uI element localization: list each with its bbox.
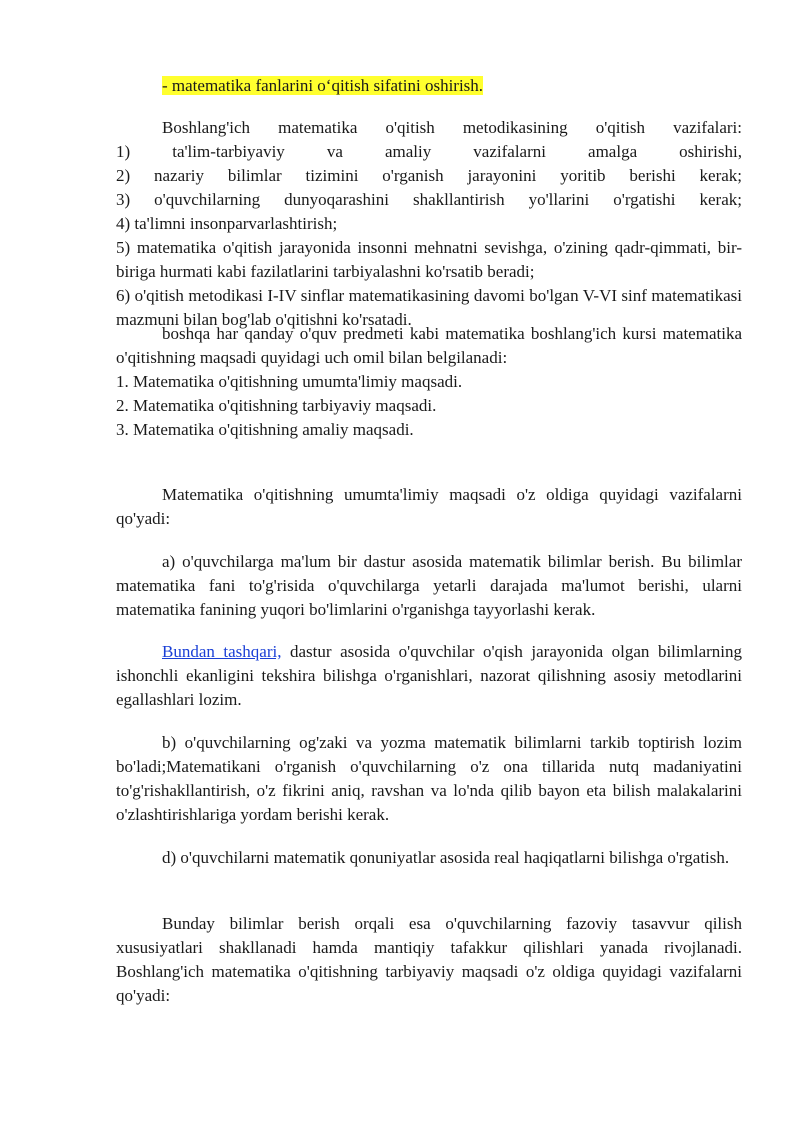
task-item: 1) ta'lim-tarbiyaviy va amaliy vazifalarni amalga oshirishi,: [116, 142, 742, 161]
goals-intro: boshqa har qanday o'quv predmeti kabi matematika boshlang'ich kursi matematika o'qitishning maqsadi quyidagi uch omil bilan belgilanadi:: [116, 324, 742, 367]
general-goal-paragraph: Matematika o'qitishning umumta'limiy maqsadi o'z oldiga quyidagi vazifalarni qo'yadi:: [116, 485, 742, 528]
link-paragraph: [116, 640, 742, 712]
item-a-paragraph: a) o'quvchilarga ma'lum bir dastur asosida matematik bilimlar berish. Bu bilimlar matematika fani to'g'risida o'quvchilarga yetarli darajada ma'lumot berishi, ularni matematika fanining yuqori bo'limlarini o'rganishga tayyorlashi kerak.: [116, 552, 742, 619]
task-item: 4) ta'limni insonparvarlashtirish;: [116, 214, 338, 233]
goals-block: [116, 322, 742, 442]
final-paragraph: Bunday bilimlar berish orqali esa o'quvchilarning fazoviy tasavvur qilish xususiyatlari shakllanadi hamda mantiqiy tafakkur qilishlari yanada rivojlanadi. Boshlang'ich matematika o'qitishning tarbiyaviy maqsadi o'z oldiga quyidagi vazifalarni qo'yadi:: [116, 914, 742, 1005]
task-item: 5) matematika o'qitish jarayonida insonni mehnatni sevishga, o'zining qadr-qimmati, bir-biriga hurmati kabi fazilatlarini tarbiyalashni ko'rsatib beradi;: [116, 238, 742, 281]
highlighted-text: - matematika fanlarini o‘qitish sifatini oshirish.: [162, 76, 484, 95]
highlighted-line: [162, 74, 483, 98]
goal-item: 1. Matematika o'qitishning umumta'limiy maqsadi.: [116, 372, 463, 391]
tasks-block: [116, 116, 742, 332]
item-d-paragraph: d) o'quvchilarni matematik qonuniyatlar asosida real haqiqatlarni bilishga o'rgatish.: [162, 848, 730, 867]
task-item: 6) o'qitish metodikasi I-IV sinflar matematikasining davomi bo'lgan V-VI sinf matematikasi mazmuni bilan bog'lab o'qitishni ko'rsatadi.: [116, 286, 742, 329]
goal-item: 2. Matematika o'qitishning tarbiyaviy maqsadi.: [116, 396, 437, 415]
item-b-paragraph: b) o'quvchilarning og'zaki va yozma matematik bilimlarni tarkib toptirish lozim bo'ladi;Matematikani o'rganish o'quvchilarning o'z ona tillarida nutq madaniyatini to'g'rishakllantirish, o'z fikrini aniq, ravshan va lo'nda qilib bayon eta bilish malakalarini o'zlashtirishlariga yordam berishi kerak.: [116, 733, 742, 824]
task-item: 3) o'quvchilarning dunyoqarashini shakllantirish yo'llarini o'rgatishi kerak;: [116, 190, 742, 209]
task-item: 2) nazariy bilimlar tizimini o'rganish jarayonini yoritib berishi kerak;: [116, 166, 742, 185]
bundan-tashqari-link[interactable]: Bundan tashqari,: [162, 642, 282, 661]
tasks-intro: Boshlang'ich matematika o'qitish metodikasining o'qitish vazifalari:: [162, 118, 742, 137]
link-paragraph-text: dastur asosida o'quvchilar o'qish jarayonida olgan bilimlarning ishonchli ekanligini tekshira bilishga o'rganishlari, nazorat qilishning asosiy metodlarini egallashlari lozim.: [116, 642, 743, 709]
goal-item: 3. Matematika o'qitishning amaliy maqsadi.: [116, 420, 414, 439]
